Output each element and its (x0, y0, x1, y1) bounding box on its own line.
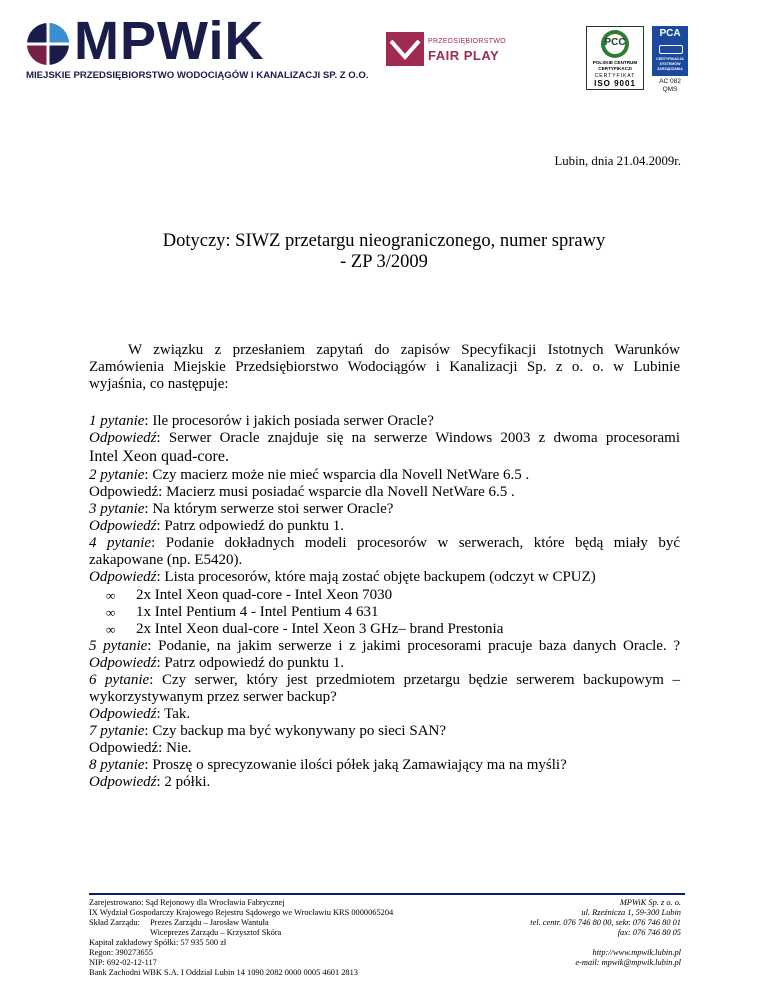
pca-label: PCA (659, 28, 681, 39)
answer-1-label: Odpowiedź (89, 430, 157, 446)
bullet-icon: ∞ (106, 605, 116, 620)
intro-line-1: W związku z przesłaniem zapytań do zapisów Specyfikacji Istotnych Warunków (128, 342, 680, 358)
answer-1 (89, 430, 680, 447)
question-8-text: : Proszę o sprecyzowanie ilości półek jaką Zamawiający ma na myśli? (144, 757, 567, 773)
question-6-label: 6 pytanie (89, 672, 150, 688)
answer-4 (89, 569, 596, 586)
company-logo-wordmark: MPWiK (74, 11, 265, 71)
footer-address: ul. Rzeźnicza 1, 59-300 Lubin (581, 908, 681, 917)
answer-8-label: Odpowiedź (89, 774, 157, 790)
pca-line2: SYSTEMÓW (659, 62, 681, 66)
question-6 (89, 672, 680, 689)
fairplay-caption: PRZEDSIĘBIORSTWO (428, 38, 506, 45)
question-6-text: : Czy serwer, który jest przedmiotem przetargu będzie serwerem backupowym – (149, 672, 681, 688)
footer-fax: fax: 076 746 80 05 (617, 928, 681, 937)
footer-divider (89, 893, 685, 895)
pca-symbol-icon (659, 45, 683, 54)
question-5 (89, 638, 680, 655)
footer-nip: NIP: 692-02-12-117 (89, 958, 157, 967)
question-3 (89, 501, 393, 518)
answer-6-label: Odpowiedź (89, 706, 157, 722)
question-2 (89, 467, 529, 484)
footer-email-link[interactable]: e-mail: mpwik@mpwik.lubin.pl (575, 958, 681, 967)
answer-4-text: : Lista procesorów, które mają zostać objęte backupem (odczyt w CPUZ) (156, 569, 596, 585)
question-1 (89, 413, 434, 430)
question-7 (89, 723, 446, 740)
footer-capital: Kapitał zakładowy Spółki: 57 935 500 zł (89, 938, 227, 947)
answer-1-continuation: Intel Xeon quad-core. (89, 448, 229, 465)
footer-phone: tel. centr. 076 746 80 00, sekr. 076 746 80 01 (530, 918, 681, 927)
footer-company-name: MPWiK Sp. z o. o. (619, 898, 681, 907)
pcc-line2: CERTYFIKACJI (598, 66, 632, 71)
answer-2: Odpowiedź: Macierz musi posiadać wsparcie dla Novell NetWare 6.5 . (89, 484, 515, 500)
answer-3-label: Odpowiedź (89, 518, 157, 534)
footer-bank: Bank Zachodni WBK S.A. I Oddział Lubin 14 1090 2082 0000 0005 4601 2813 (89, 968, 358, 977)
question-8-label: 8 pytanie (89, 757, 145, 773)
pcc-label: PCC (604, 37, 626, 48)
question-4-continuation: zakapowane (np. E5420). (89, 552, 243, 568)
question-3-label: 3 pytanie (89, 501, 145, 517)
footer-website-link[interactable]: http://www.mpwik.lubin.pl (592, 948, 681, 957)
question-2-text: : Czy macierz może nie mieć wsparcia dla Novell NetWare 6.5 . (144, 467, 530, 483)
question-7-text: : Czy backup ma być wykonywany po sieci SAN? (144, 723, 447, 739)
question-2-label: 2 pytanie (89, 467, 145, 483)
answer-5-text: : Patrz odpowiedź do punktu 1. (156, 655, 344, 671)
answer-8 (89, 774, 210, 791)
pca-line3: ZARZĄDZANIA (657, 67, 683, 71)
question-5-label: 5 pytanie (89, 638, 148, 654)
answer-5 (89, 655, 344, 672)
bullet-icon: ∞ (106, 588, 116, 603)
pcc-line3: CERTYFIKAT (594, 73, 636, 79)
answer-3 (89, 518, 344, 535)
fairplay-logo-icon (386, 32, 424, 66)
pcc-line4: ISO 9001 (594, 79, 636, 88)
pca-accreditation-badge (652, 26, 688, 76)
letter-title-line-2: - ZP 3/2009 (340, 252, 428, 272)
question-4-text: : Podanie dokładnych modeli procesorów w serwerach, które będą miały być (151, 535, 680, 551)
pcc-line1: POLSKIE CENTRUM (592, 60, 638, 65)
company-full-name: MIEJSKIE PRZEDSIĘBIORSTWO WODOCIĄGÓW I KANALIZACJI SP. Z O.O. (26, 70, 369, 81)
answer-6 (89, 706, 190, 723)
question-5-text: : Podanie, na jakim serwerze i z jakimi procesorami pracuje baza danych Oracle. ? (147, 638, 680, 654)
question-3-text: : Na którym serwerze stoi serwer Oracle? (144, 501, 394, 517)
bullet-icon: ∞ (106, 622, 116, 637)
answer-8-text: : 2 półki. (156, 774, 211, 790)
footer-registration: Zarejestrowano: Sąd Rejonowy dla Wrocławia Fabrycznej (89, 898, 285, 907)
pca-accreditation-number: AC 082 (659, 78, 681, 85)
pca-line1: CERTYFIKACJA (656, 57, 684, 61)
letter-title-line-1: Dotyczy: SIWZ przetargu nieograniczonego, numer sprawy (162, 231, 606, 251)
bullet-item-2: 1x Intel Pentium 4 - Intel Pentium 4 631 (136, 604, 379, 620)
pca-accreditation-code: QMS (662, 86, 678, 93)
answer-6-text: : Tak. (156, 706, 191, 722)
pca-number (652, 78, 688, 94)
question-1-label: 1 pytanie (89, 413, 145, 429)
answer-5-label: Odpowiedź (89, 655, 157, 671)
question-1-text: : Ile procesorów i jakich posiada serwer Oracle? (144, 413, 434, 429)
answer-4-label: Odpowiedź (89, 569, 157, 585)
footer-board-president: Prezes Zarządu – Jarosław Wantuła (150, 918, 269, 927)
intro-line-2: Zamówienia Miejskie Przedsiębiorstwo Wodociągów i Kanalizacji Sp. z o. o. w Lubinie (89, 359, 680, 375)
letter-date: Lubin, dnia 21.04.2009r. (554, 154, 681, 168)
footer-regon: Regon: 390273655 (89, 948, 153, 957)
answer-3-text: : Patrz odpowiedź do punktu 1. (156, 518, 344, 534)
answer-7: Odpowiedź: Nie. (89, 740, 192, 756)
footer-board-vice-president: Wiceprezes Zarządu – Krzysztof Skóra (150, 928, 282, 937)
question-4 (89, 535, 680, 552)
mpwik-logo-icon (26, 22, 70, 66)
footer-krs: IX Wydział Gospodarczy Krajowego Rejestru Sądowego we Wrocławiu KRS 0000065204 (89, 908, 394, 917)
answer-1-text: : Serwer Oracle znajduje się na serwerze Windows 2003 z dwoma procesorami (156, 430, 680, 446)
question-7-label: 7 pytanie (89, 723, 145, 739)
intro-line-3: wyjaśnia, co następuje: (89, 376, 229, 392)
question-8 (89, 757, 567, 774)
pcc-certificate-badge (586, 26, 644, 90)
question-4-label: 4 pytanie (89, 535, 152, 551)
bullet-item-1: 2x Intel Xeon quad-core - Intel Xeon 7030 (136, 587, 393, 603)
fairplay-title: FAIR PLAY (428, 48, 500, 63)
question-6-continuation: wykorzystywanym przez serwer backup? (89, 689, 337, 705)
footer-board-label: Skład Zarządu: (89, 918, 140, 927)
bullet-item-3: 2x Intel Xeon dual-core - Intel Xeon 3 GHz– brand Prestonia (136, 621, 504, 637)
